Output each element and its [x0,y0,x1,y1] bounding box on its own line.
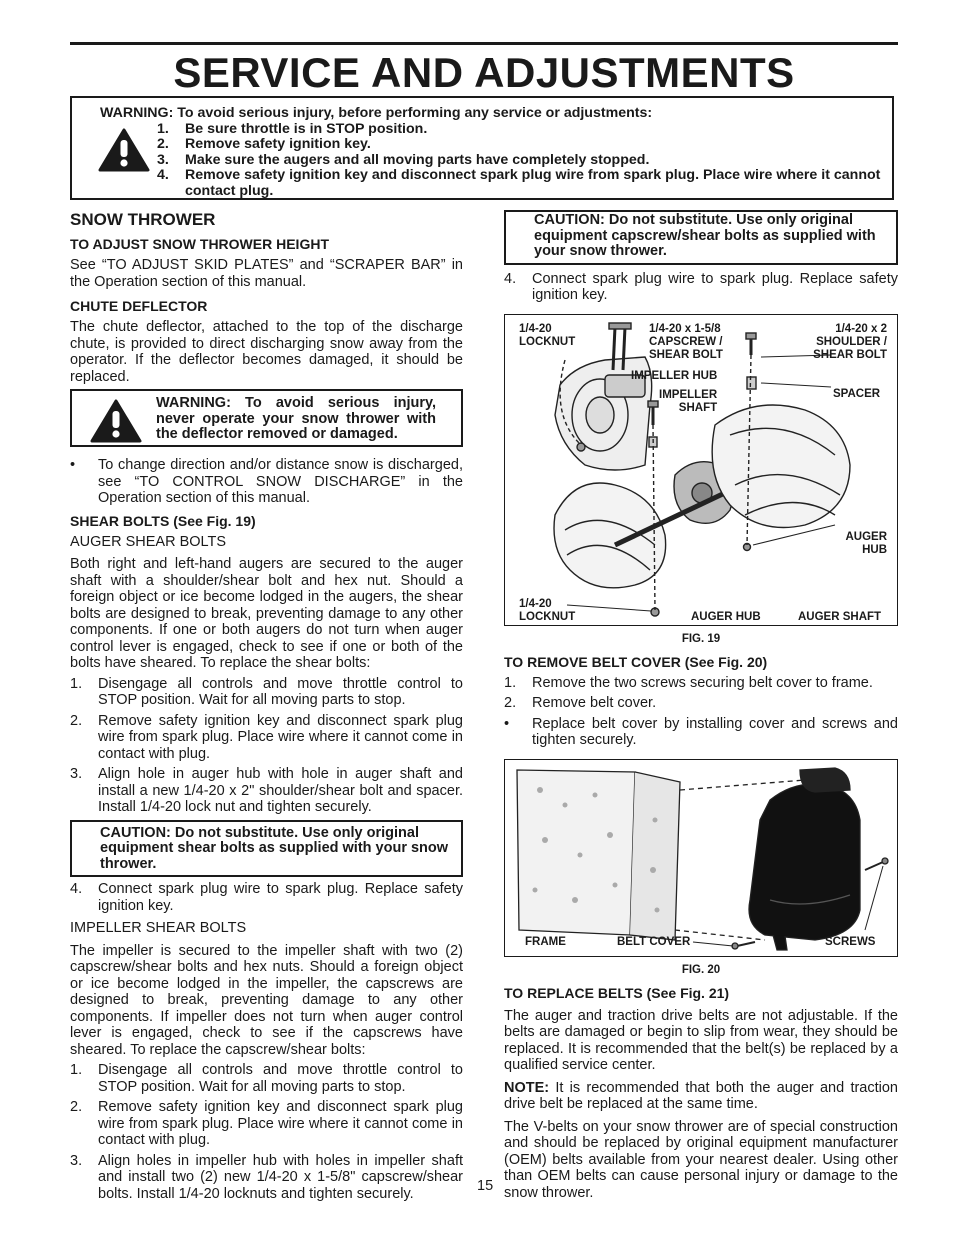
impeller-text: The impeller is secured to the impeller shaft with two (2) capscrew/shear bolts and hex nuts. Should a foreign object or ice become lodged in the impeller, the capscrews are designed to break, preventing damage to any other components. If impeller does not turn when auger control lever is engaged, check to see if the capscrews have sheared. To replace the capscrew/shear bolts: [70,942,463,1058]
chute-heading: CHUTE DEFLECTOR [70,298,208,314]
right-column [504,210,898,1201]
main-warning-text [100,106,890,199]
step-number: 4. [70,881,83,897]
item-text: Be sure throttle is in STOP position. [185,120,428,137]
belt-cover-illustration [505,760,896,955]
item-text: Remove safety ignition key and disconnect spark plug wire from spark plug. Place wire where it cannot contact plug. [185,167,881,199]
chute-text: The chute deflector, attached to the top of the discharge chute, is provided to direct discharging snow away from the operator. If the deflector becomes damaged, it should be replaced. [70,319,463,385]
impeller-steps-list [70,1062,463,1202]
item-number: 3. [157,151,169,168]
bullet-mark: • [70,457,76,473]
auger-text: Both right and left-hand augers are secured to the auger shaft with a shoulder/shear bolt and hex nut. Should a foreign object or ice become lodged in the augers, the shear bolts are designed to break, preventing damage to any other components. If one or both augers do not turn when auger control lever is engaged, check to see if one or both of the bolts have sheared. To replace the shear bolts: [70,556,463,671]
chute-bullet-text: To change direction and/or distance snow is discharged, see “TO CONTROL SNOW DISCHARGE” in the Operation section of this manual. [98,457,463,506]
impeller-caution-box: CAUTION: Do not substitute. Use only original equipment capscrew/shear bolts as supplied with your snow thrower. [504,210,898,265]
auger-subheading: AUGER SHEAR BOLTS [70,533,227,550]
item-number: 2. [157,136,169,152]
label-frame: FRAME [525,935,566,948]
chute-warning-text: WARNING: To avoid serious injury, never operate your snow thrower with the deflector removed or damaged. [156,395,436,442]
label-capscrew: 1/4-20 x 1-5/8 CAPSCREW / SHEAR BOLT [649,322,723,361]
label-auger-hub-right: AUGER HUB [845,530,887,556]
item-text: Remove belt cover. [532,695,657,711]
warning-item [157,153,890,169]
item-text: Replace belt cover by installing cover and screws and tighten securely. [532,715,898,748]
item-text: Remove safety ignition key and disconnect spark plug wire from spark plug. Place wire where it cannot come in contact with plug. [98,712,463,762]
chute-bullet [70,457,463,507]
page-number: 15 [477,1178,494,1194]
item-text: Disengage all controls and move throttle control to STOP position. Wait for all moving parts to stop. [98,1062,463,1095]
item-text: Make sure the augers and all moving parts have completely stopped. [185,151,650,168]
item-number: 3. [70,1152,83,1169]
figure-19 [504,314,898,626]
item-text: Align hole in auger hub with hole in auger shaft and install a new 1/4-20 x 2" shoulder/shear bolt and spacer. Install 1/4-20 lock nut and tighten securely. [98,766,463,815]
label-belt-cover: BELT COVER [617,935,691,948]
label-shoulder-bolt: 1/4-20 x 2 SHOULDER / SHEAR BOLT [813,322,887,361]
item-number: 2. [70,1099,83,1115]
auger-steps-list [70,676,463,816]
step-item [70,1062,463,1095]
page-title: SERVICE AND ADJUSTMENTS [173,49,795,96]
chute-warning-box [70,389,463,447]
item-text: Align holes in impeller hub with holes in impeller shaft and install two (2) new 1/4-20 x 1-5/8" capscrew/shear bolts. Install 1/4-20 locknuts and tighten securely. [98,1152,463,1202]
figure-20 [504,759,898,957]
figure-19-caption: FIG. 19 [681,632,721,645]
label-locknut-top: 1/4-20 LOCKNUT [519,322,576,348]
main-warning-list [157,122,890,200]
warning-triangle-icon [90,399,142,443]
item-number: 1. [70,675,83,692]
step-item [70,1099,463,1149]
belt-cover-steps-list [504,675,898,749]
figure-20-caption: FIG. 20 [681,963,721,976]
vbelts-text: The V-belts on your snow thrower are of special construction and should be replaced by original equipment manufacturer (OEM) belts available from your nearest dealer. Using other than OEM belts can cause personal injury or damage to the snow thrower. [504,1118,898,1201]
warning-item [157,168,890,199]
label-spacer: SPACER [833,387,881,400]
label-auger-shaft: AUGER SHAFT [798,610,882,623]
warning-item [157,122,890,138]
label-auger-hub-bottom: AUGER HUB [691,610,761,623]
note-label: NOTE: [504,1079,550,1096]
shear-heading: SHEAR BOLTS (See Fig. 19) [70,512,256,529]
step-item [70,1153,463,1203]
label-impeller-hub: IMPELLER HUB [631,369,718,382]
note-text: It is recommended that both the auger and traction drive belt be replaced at the same time. [504,1079,898,1112]
step-item [504,716,898,749]
belt-cover-heading: TO REMOVE BELT COVER (See Fig. 20) [504,653,768,670]
step-text: Connect spark plug wire to spark plug. Replace safety ignition key. [98,881,463,914]
step-number: 4. [504,270,517,287]
main-warning-box [70,96,894,200]
item-number: • [504,715,510,732]
label-screws: SCREWS [825,935,876,948]
item-number: 3. [70,766,83,782]
auger-caution-box: CAUTION: Do not substitute. Use only original equipment shear bolts as supplied with your snow thrower. [70,820,463,878]
auger-step-4 [70,881,463,914]
height-heading: TO ADJUST SNOW THROWER HEIGHT [70,236,329,252]
item-text: Remove safety ignition key. [185,136,371,152]
belts-text: The auger and traction drive belts are not adjustable. If the belts are damaged or begin to slip from wear, they should be replaced. It is recommended that the belt(s) be replaced by a qualified service center. [504,1007,898,1073]
item-number: 1. [157,120,169,137]
label-locknut-bottom: 1/4-20 LOCKNUT [519,597,576,623]
step-item [70,766,463,816]
item-text: Disengage all controls and move throttle control to STOP position. Wait for all moving parts to stop. [98,675,463,708]
step-item [504,675,898,692]
warning-item [157,137,890,153]
step-item [504,695,898,712]
item-number: 2. [70,712,83,729]
impeller-step-4 [504,271,898,304]
step-text: Connect spark plug wire to spark plug. Replace safety ignition key. [532,270,898,303]
step-item [70,713,463,763]
item-text: Remove the two screws securing belt cover to frame. [532,674,873,691]
step-item [70,676,463,709]
impeller-subheading: IMPELLER SHEAR BOLTS [70,920,247,936]
item-text: Remove safety ignition key and disconnect spark plug wire from spark plug. Place wire where it cannot come in contact with plug. [98,1099,463,1148]
height-text: See “TO ADJUST SKID PLATES” and “SCRAPER BAR” in the Operation section of this manual. [70,257,463,290]
item-number: 1. [70,1062,83,1078]
item-number: 1. [504,674,517,691]
top-rule [70,42,898,45]
section-title-snow-thrower: SNOW THROWER [70,210,216,229]
label-impeller-shaft: IMPELLER SHAFT [659,388,718,414]
note-paragraph [504,1080,898,1113]
main-warning-heading: WARNING: To avoid serious injury, before performing any service or adjustments: [100,105,653,121]
item-number: 2. [504,695,517,711]
left-column [70,210,463,1202]
belts-heading: TO REPLACE BELTS (See Fig. 21) [504,984,730,1001]
item-number: 4. [157,167,169,183]
